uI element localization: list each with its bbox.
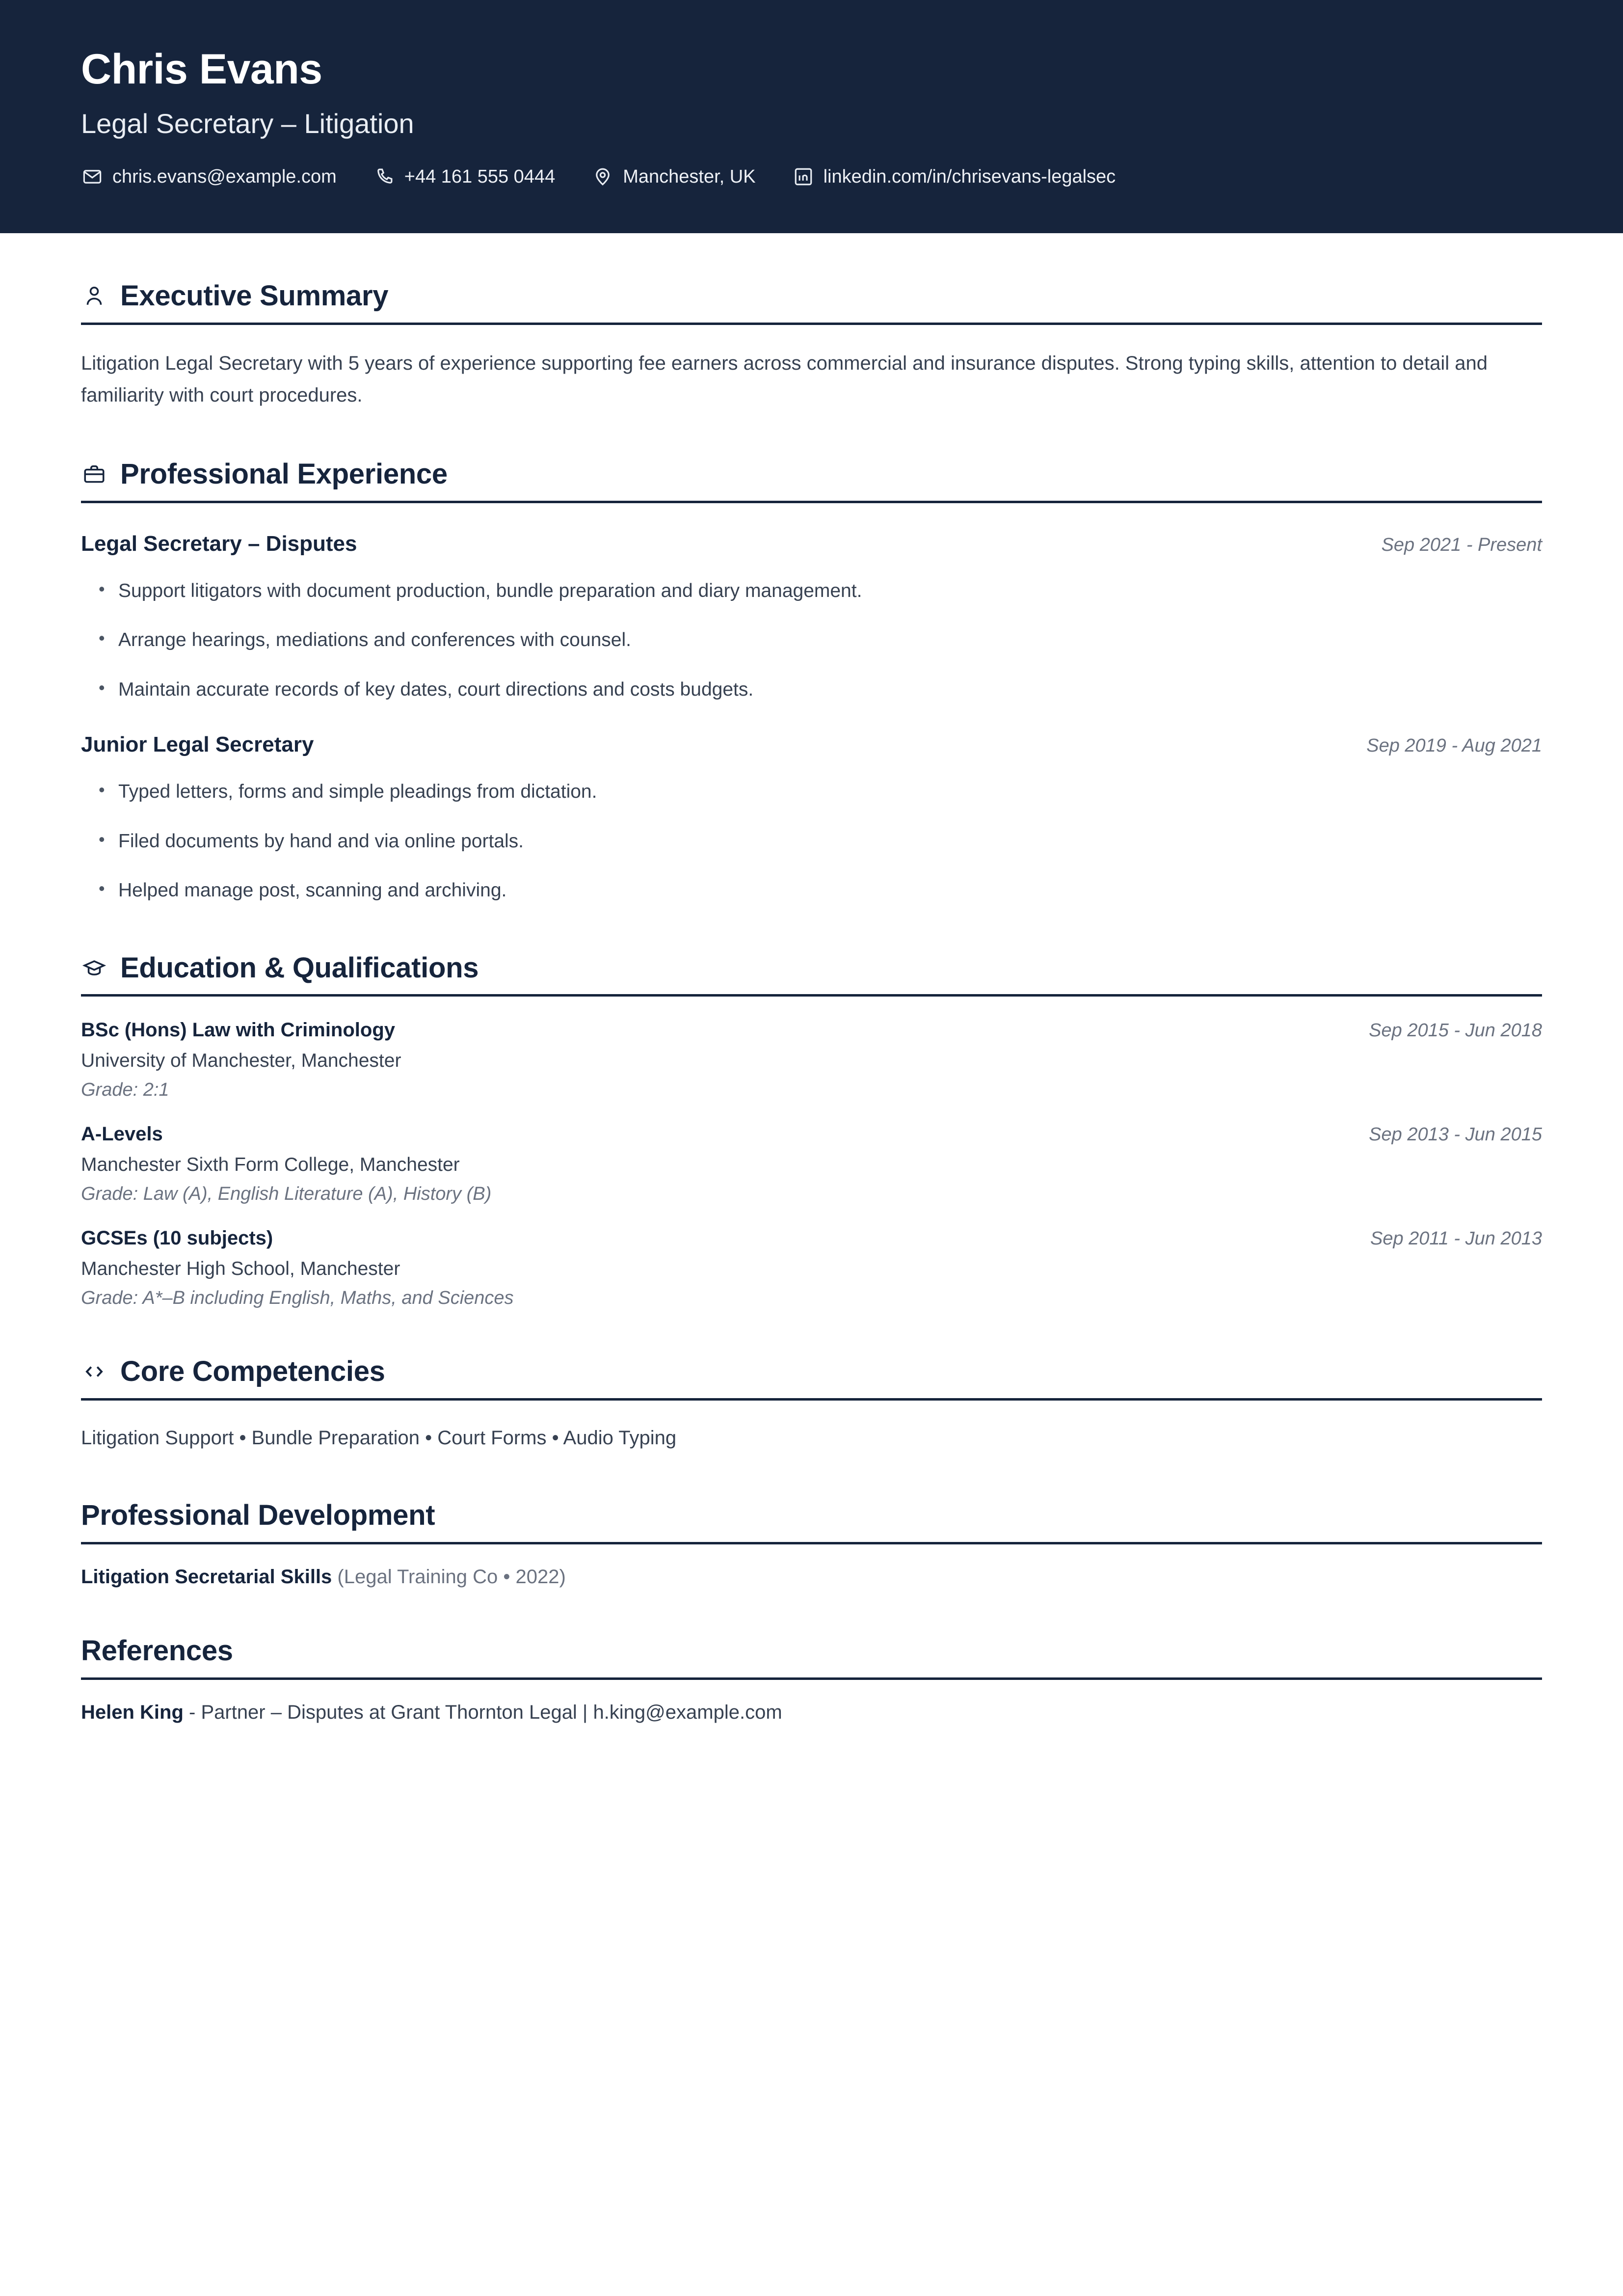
section-header — [81, 1500, 1542, 1531]
section-title-experience: Professional Experience — [120, 458, 448, 490]
education-item — [81, 1227, 1542, 1309]
education-school: Manchester Sixth Form College, Manchester — [81, 1154, 460, 1176]
phone-icon — [373, 165, 396, 188]
contact-phone[interactable] — [373, 165, 555, 188]
education-dates: Sep 2013 - Jun 2015 — [1369, 1124, 1542, 1145]
section-education — [81, 952, 1542, 1309]
skills-text: Litigation Support • Bundle Preparation • Court Forms • Audio Typing — [81, 1427, 677, 1449]
education-school: Manchester High School, Manchester — [81, 1258, 400, 1280]
contact-email[interactable] — [81, 165, 337, 188]
development-item — [81, 1566, 1542, 1588]
section-divider — [81, 323, 1542, 325]
education-degree: GCSEs (10 subjects) — [81, 1227, 273, 1249]
contact-linkedin[interactable] — [792, 165, 1116, 188]
experience-item — [81, 732, 1542, 905]
section-header — [81, 280, 1542, 312]
section-executive-summary — [81, 280, 1542, 411]
location-pin-icon — [591, 165, 614, 188]
education-item — [81, 1019, 1542, 1101]
reference-detail: - Partner – Disputes at Grant Thornton Legal | h.king@example.com — [183, 1701, 782, 1723]
job-bullet: • Helped manage post, scanning and archiving. — [118, 876, 1542, 905]
section-title-references: References — [81, 1635, 233, 1667]
section-header — [81, 1635, 1542, 1667]
education-grade: Grade: 2:1 — [81, 1080, 169, 1101]
email-icon — [81, 165, 104, 188]
experience-item — [81, 532, 1542, 704]
education-item — [81, 1123, 1542, 1205]
contact-row — [81, 165, 1542, 188]
section-core-competencies — [81, 1356, 1542, 1453]
job-title: Legal Secretary – Disputes — [81, 531, 357, 556]
section-header — [81, 952, 1542, 984]
resume-body — [0, 280, 1623, 1777]
contact-phone-text: +44 161 555 0444 — [404, 166, 556, 187]
section-professional-development — [81, 1500, 1542, 1588]
section-professional-experience — [81, 459, 1542, 905]
education-school: University of Manchester, Manchester — [81, 1050, 401, 1072]
education-degree: BSc (Hons) Law with Criminology — [81, 1019, 396, 1041]
graduation-cap-icon — [81, 955, 107, 981]
section-divider — [81, 1542, 1542, 1544]
resume-header — [0, 0, 1623, 233]
section-references — [81, 1635, 1542, 1724]
briefcase-icon — [81, 461, 107, 487]
job-bullet: • Maintain accurate records of key dates, court directions and costs budgets. — [118, 675, 1542, 704]
contact-linkedin-text: linkedin.com/in/chrisevans-legalsec — [823, 166, 1116, 187]
job-bullet: • Arrange hearings, mediations and conferences with counsel. — [118, 626, 1542, 655]
job-bullet: • Support litigators with document production, bundle preparation and diary management. — [118, 577, 1542, 606]
contact-location-text: Manchester, UK — [623, 166, 756, 187]
reference-item — [81, 1702, 1542, 1724]
job-dates: Sep 2019 - Aug 2021 — [1366, 735, 1542, 756]
development-name: Litigation Secretarial Skills — [81, 1566, 332, 1588]
summary-text: Litigation Legal Secretary with 5 years of experience supporting fee earners across commercial and insurance disputes. Strong typing skills, attention to detail and familiarity with court procedures. — [81, 352, 1488, 406]
section-title-education: Education & Qualifications — [120, 951, 479, 984]
education-dates: Sep 2011 - Jun 2013 — [1370, 1228, 1542, 1249]
section-header — [81, 459, 1542, 490]
section-title-skills: Core Competencies — [120, 1355, 385, 1388]
job-subtitle: Legal Secretary – Litigation — [81, 108, 414, 139]
section-header — [81, 1356, 1542, 1387]
job-title: Junior Legal Secretary — [81, 732, 314, 757]
section-title-summary: Executive Summary — [120, 280, 389, 312]
reference-name: Helen King — [81, 1701, 184, 1723]
person-icon — [81, 283, 107, 309]
development-meta: (Legal Training Co • 2022) — [332, 1566, 566, 1588]
job-bullet-list — [81, 577, 1542, 704]
job-bullet: • Filed documents by hand and via online portals. — [118, 827, 1542, 856]
section-divider — [81, 501, 1542, 503]
job-bullet-list — [81, 778, 1542, 905]
contact-email-text: chris.evans@example.com — [112, 166, 337, 187]
education-degree: A-Levels — [81, 1123, 163, 1145]
section-divider — [81, 1398, 1542, 1401]
linkedin-icon — [792, 165, 815, 188]
page-title: Chris Evans — [81, 46, 322, 93]
education-dates: Sep 2015 - Jun 2018 — [1369, 1020, 1542, 1041]
job-bullet: • Typed letters, forms and simple pleadings from dictation. — [118, 778, 1542, 807]
job-dates: Sep 2021 - Present — [1381, 534, 1542, 555]
section-divider — [81, 1677, 1542, 1680]
code-brackets-icon — [81, 1358, 107, 1385]
section-title-development: Professional Development — [81, 1499, 435, 1532]
contact-location — [591, 165, 755, 188]
education-grade: Grade: A*–B including English, Maths, and Sciences — [81, 1288, 514, 1309]
section-divider — [81, 994, 1542, 997]
education-grade: Grade: Law (A), English Literature (A), History (B) — [81, 1184, 492, 1205]
